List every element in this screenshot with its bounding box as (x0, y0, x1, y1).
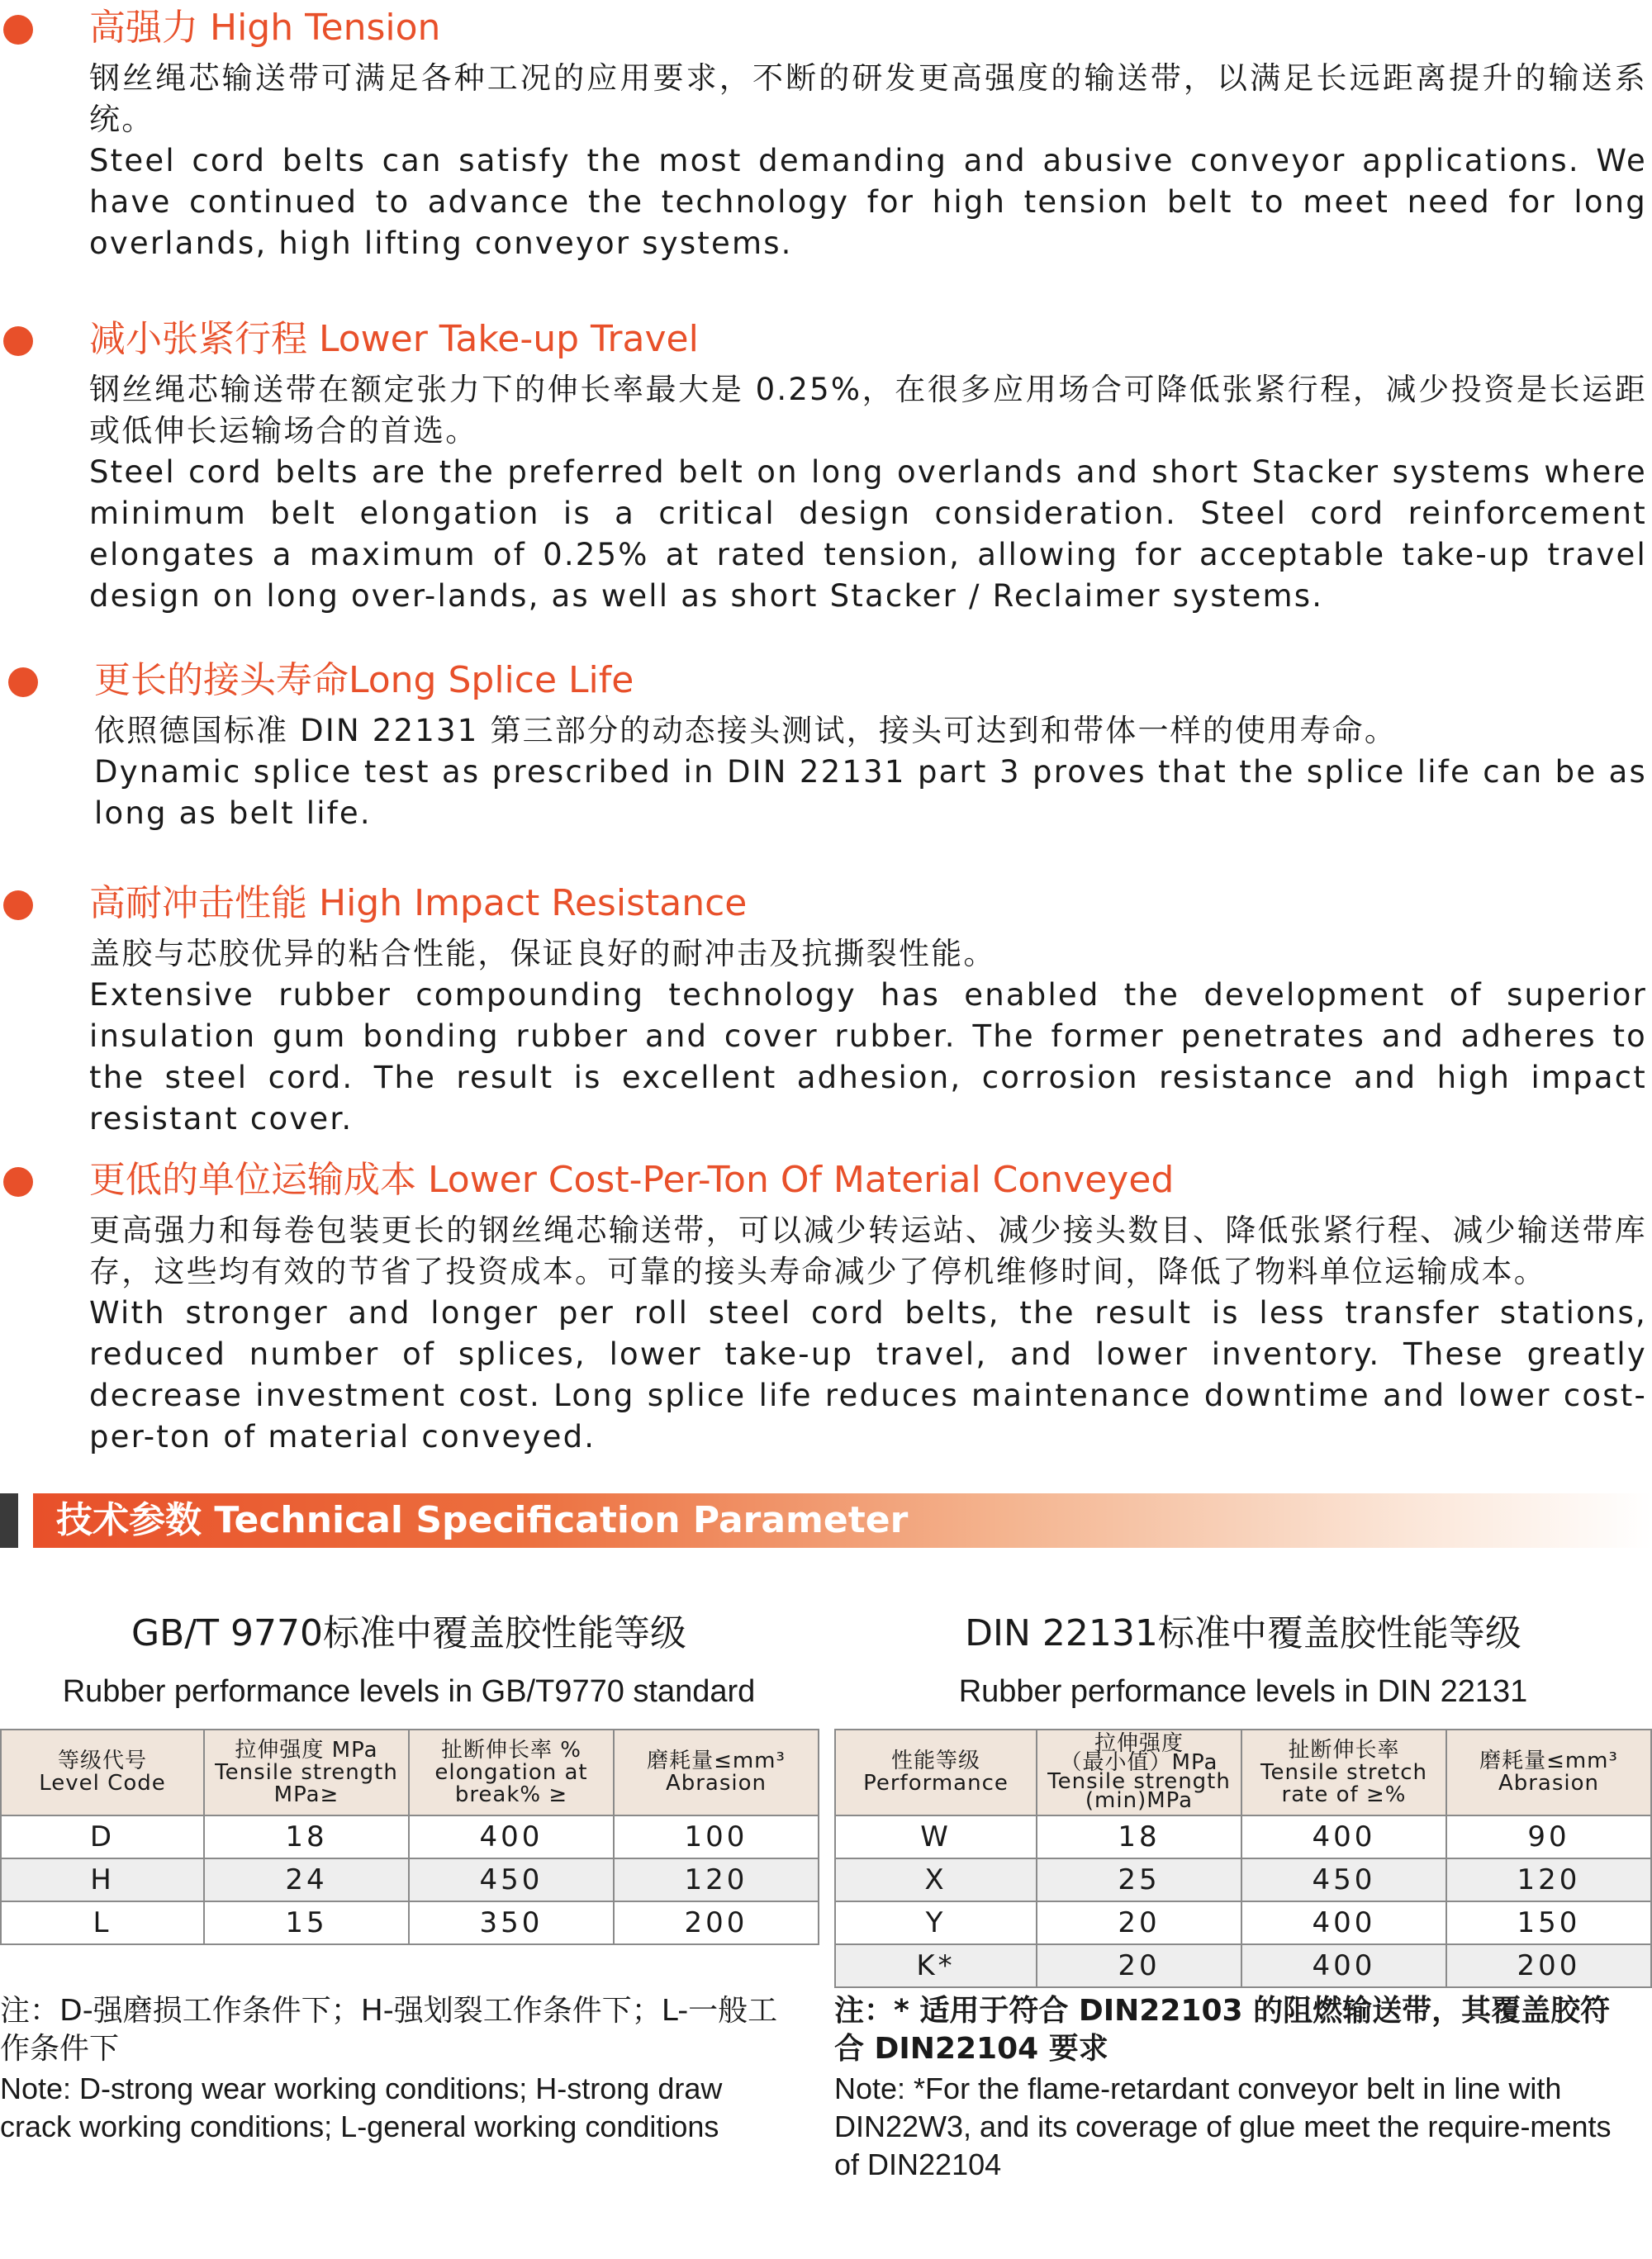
feature-body (89, 933, 1647, 1140)
table-row (1, 1901, 819, 1944)
gb-header-abrasion: 磨耗量≤mm³ Abrasion (614, 1730, 819, 1815)
gb-table-title-en: Rubber performance levels in GB/T9770 standard (62, 1674, 756, 1709)
table-cell: 15 (204, 1901, 409, 1944)
feature-text-en: Dynamic splice test as prescribed in DIN 22131 part 3 proves that the splice life can be as long as belt life. (94, 754, 1647, 831)
feature-body (89, 369, 1647, 617)
table-row (835, 1901, 1651, 1944)
table-cell: 18 (204, 1815, 409, 1858)
feature-title: 更长的接头寿命Long Splice Life (94, 659, 634, 701)
din-table-note (834, 1992, 1627, 2184)
table-cell: 18 (1037, 1815, 1241, 1858)
feature-text-en: With stronger and longer per roll steel cord belts, the result is less transfer stations, reduced number of splices, lower take-up travel, and lower inventory. These greatly decrease investment cost. Long splice life reduces maintenance downtime and lower cost-per-ton of material conveyed. (89, 1295, 1647, 1455)
table-cell: 100 (614, 1815, 819, 1858)
table-row (1, 1858, 819, 1901)
feature-text-cn: 钢丝绳芯输送带可满足各种工况的应用要求，不断的研发更高强度的输送带，以满足长远距离提升的输送系统。 (89, 60, 1647, 137)
feature-text-en: Steel cord belts can satisfy the most demanding and abusive conveyor applications. We have continued to advance the technology for high tension belt to meet need for long overlands, high lifting conveyor systems. (89, 143, 1647, 261)
table-cell: 90 (1446, 1815, 1651, 1858)
feature-text-cn: 盖胶与芯胶优异的粘合性能，保证良好的耐冲击及抗撕裂性能。 (89, 936, 996, 971)
bullet-icon (3, 1167, 33, 1197)
bullet-icon (8, 667, 38, 697)
table-cell: 120 (614, 1858, 819, 1901)
table-cell: 450 (1241, 1858, 1446, 1901)
table-cell: X (835, 1858, 1037, 1901)
table-cell: 120 (1446, 1858, 1651, 1901)
gb-header-elongation: 扯断伸长率 % elongation at break% ≥ (409, 1730, 614, 1815)
din-performance-table (834, 1729, 1652, 1988)
bullet-icon (3, 890, 33, 920)
feature-text-cn: 依照德国标准 DIN 22131 第三部分的动态接头测试，接头可达到和带体一样的使用寿命。 (94, 713, 1398, 748)
gb-table-note (0, 1992, 793, 2146)
table-cell: W (835, 1815, 1037, 1858)
feature-text-cn: 更高强力和每卷包装更长的钢丝绳芯输送带，可以减少转运站、减少接头数目、降低张紧行程、减少输送带库存，这些均有效的节省了投资成本。可靠的接头寿命减少了停机维修时间，降低了物料单位运输成本。 (89, 1213, 1647, 1289)
table-cell: 400 (409, 1815, 614, 1858)
table-cell: 450 (409, 1858, 614, 1901)
table-cell: H (1, 1858, 204, 1901)
bullet-icon (3, 15, 33, 45)
table-row (835, 1858, 1651, 1901)
table-row (835, 1815, 1651, 1858)
feature-text-cn: 钢丝绳芯输送带在额定张力下的伸长率最大是 0.25%，在很多应用场合可降低张紧行程，减少投资是长运距或低伸长运输场合的首选。 (89, 372, 1647, 448)
bullet-icon (3, 326, 33, 356)
table-cell: 400 (1241, 1944, 1446, 1987)
gb-performance-table (0, 1729, 819, 1945)
din-header-stretch: 扯断伸长率 Tensile stretch rate of ≥% (1241, 1730, 1446, 1815)
spec-section-title: 技术参数 Technical Specification Parameter (56, 1499, 909, 1541)
feature-text-en: Steel cord belts are the preferred belt on long overlands and short Stacker systems where minimum belt elongation is a critical design consideration. Steel cord reinforcement elongates a maximum of 0.25% at rated tension, allowing for acceptable take-up travel design on long over-lands, as well as short Stacker / Reclaimer systems. (89, 454, 1647, 614)
table-cell: D (1, 1815, 204, 1858)
gb-note-cn: 注：D-强磨损工作条件下；H-强划裂工作条件下；L-一般工作条件下 (0, 1994, 778, 2066)
gb-table-title-cn: GB/T 9770标准中覆盖胶性能等级 (131, 1612, 686, 1654)
din-header-tensile: 拉伸强度 （最小值）MPa Tensile strength (min)MPa (1037, 1730, 1241, 1815)
table-cell: 24 (204, 1858, 409, 1901)
spec-section-header (0, 1493, 1652, 1550)
din-note-en: Note: *For the flame-retardant conveyor belt in line with DIN22W3, and its coverage of glue meet the require-ments of DIN22104 (834, 2072, 1612, 2181)
table-cell: 20 (1037, 1944, 1241, 1987)
table-cell: 200 (614, 1901, 819, 1944)
din-header-performance: 性能等级 Performance (835, 1730, 1037, 1815)
feature-body (94, 710, 1647, 834)
feature-title: 减小张紧行程 Lower Take-up Travel (89, 318, 699, 360)
gb-note-en: Note: D-strong wear working conditions; H-strong draw crack working conditions; L-general working conditions (0, 2072, 723, 2143)
gb-header-level-code: 等级代号 Level Code (1, 1730, 204, 1815)
table-cell: 400 (1241, 1815, 1446, 1858)
section-marker (0, 1493, 18, 1548)
table-cell: Y (835, 1901, 1037, 1944)
table-cell: 400 (1241, 1901, 1446, 1944)
table-cell: 20 (1037, 1901, 1241, 1944)
din-table-title-cn: DIN 22131标准中覆盖胶性能等级 (965, 1612, 1521, 1654)
table-row (1, 1815, 819, 1858)
din-table-title-en: Rubber performance levels in DIN 22131 (958, 1674, 1528, 1709)
table-cell: L (1, 1901, 204, 1944)
din-header-abrasion: 磨耗量≤mm³ Abrasion (1446, 1730, 1651, 1815)
feature-title: 更低的单位运输成本 Lower Cost-Per-Ton Of Material Conveyed (89, 1159, 1175, 1201)
gb-header-tensile: 拉伸强度 MPa Tensile strength MPa≥ (204, 1730, 409, 1815)
table-cell: 350 (409, 1901, 614, 1944)
feature-title: 高耐冲击性能 High Impact Resistance (89, 882, 748, 924)
table-cell: K* (835, 1944, 1037, 1987)
din-note-cn: 注：* 适用于符合 DIN22103 的阻燃输送带，其覆盖胶符合 DIN22104 要求 (834, 1994, 1611, 2066)
feature-body (89, 58, 1647, 264)
feature-title: 高强力 High Tension (89, 7, 441, 49)
table-cell: 200 (1446, 1944, 1651, 1987)
table-row (835, 1944, 1651, 1987)
feature-body (89, 1210, 1647, 1458)
feature-text-en: Extensive rubber compounding technology has enabled the development of superior insulation gum bonding rubber and cover rubber. The former penetrates and adheres to the steel cord. The result is excellent adhesion, corrosion resistance and high impact resistant cover. (89, 977, 1647, 1137)
table-cell: 150 (1446, 1901, 1651, 1944)
table-cell: 25 (1037, 1858, 1241, 1901)
